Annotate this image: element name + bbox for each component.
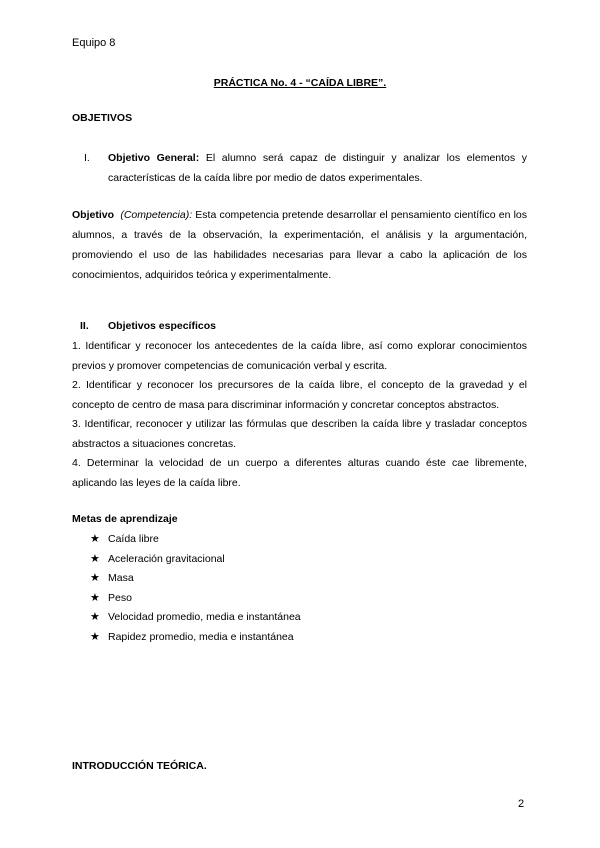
- metas-heading: Metas de aprendizaje: [72, 513, 178, 525]
- objetivo-competencia: [72, 205, 527, 285]
- objetivo-especifico-item: 4. Determinar la velocidad de un cuerpo a diferentes alturas cuando éste cae libremente, aplicando las leyes de la caída libre.: [72, 457, 527, 489]
- meta-item: [90, 569, 301, 589]
- objetivo-especifico-item: 2. Identificar y reconocer los precursores de la caída libre, el concepto de la gravedad y el concepto de centro de masa para discriminar información y concretar conceptos abstractos.: [72, 379, 527, 411]
- competencia-sublabel: (Competencia):: [120, 209, 193, 221]
- objetivo-general: [72, 148, 527, 188]
- meta-item: [90, 628, 301, 648]
- meta-item-label: Rapidez promedio, media e instantánea: [108, 630, 294, 643]
- meta-item-label: Caída libre: [108, 533, 159, 545]
- objetivo-especifico-item: 3. Identificar, reconocer y utilizar las fórmulas que describen la caída libre y trasladar conceptos abstractos a situaciones concretas.: [72, 418, 527, 450]
- meta-item: [90, 530, 301, 550]
- objetivos-especificos-number: II.: [80, 320, 89, 332]
- objetivos-especificos-heading: [80, 320, 216, 332]
- competencia-label: Objetivo: [72, 209, 115, 221]
- practice-title: PRÁCTICA No. 4 - “CAÍDA LIBRE”.: [213, 77, 387, 89]
- metas-list: [90, 530, 301, 647]
- objetivo-general-number: I.: [84, 152, 90, 164]
- introduccion-heading: INTRODUCCIÓN TEÓRICA.: [72, 760, 207, 772]
- objetivo-general-body: [108, 148, 527, 188]
- team-label: Equipo 8: [72, 37, 116, 49]
- star-bullet-icon: ★: [90, 611, 100, 623]
- meta-item: [90, 550, 301, 570]
- star-bullet-icon: ★: [90, 572, 100, 584]
- objetivo-general-text: El alumno será capaz de distinguir y analizar los elementos y características de la caída libre por medio de datos experimentales.: [108, 152, 527, 184]
- meta-item: [90, 589, 301, 609]
- objetivos-especificos-list: [72, 337, 527, 493]
- competencia-text: Esta competencia pretende desarrollar el pensamiento científico en los alumnos, a través de la observación, la experimentación, el análisis y la argumentación, promoviendo el uso de las habilidades necesarias para llevar a cabo la aplicación de los conocimientos, adquiridos teórica y experimentalmente.: [72, 209, 527, 281]
- objetivo-general-label: Objetivo General:: [108, 152, 200, 164]
- objetivos-heading: OBJETIVOS: [72, 112, 133, 124]
- meta-item-label: Aceleración gravitacional: [108, 552, 225, 565]
- star-bullet-icon: ★: [90, 591, 100, 604]
- page-number: 2: [518, 798, 525, 810]
- star-bullet-icon: ★: [90, 533, 100, 545]
- meta-item-label: Masa: [108, 572, 134, 584]
- star-bullet-icon: ★: [90, 630, 100, 643]
- objetivo-especifico-item: 1. Identificar y reconocer los antecedentes de la caída libre, así como explorar conocimientos previos y promover competencias de comunicación verbal y escrita.: [72, 340, 527, 372]
- star-bullet-icon: ★: [90, 552, 100, 565]
- meta-item: [90, 608, 301, 628]
- meta-item-label: Peso: [108, 591, 132, 604]
- objetivos-especificos-title: Objetivos específicos: [108, 320, 216, 332]
- meta-item-label: Velocidad promedio, media e instantánea: [108, 611, 301, 623]
